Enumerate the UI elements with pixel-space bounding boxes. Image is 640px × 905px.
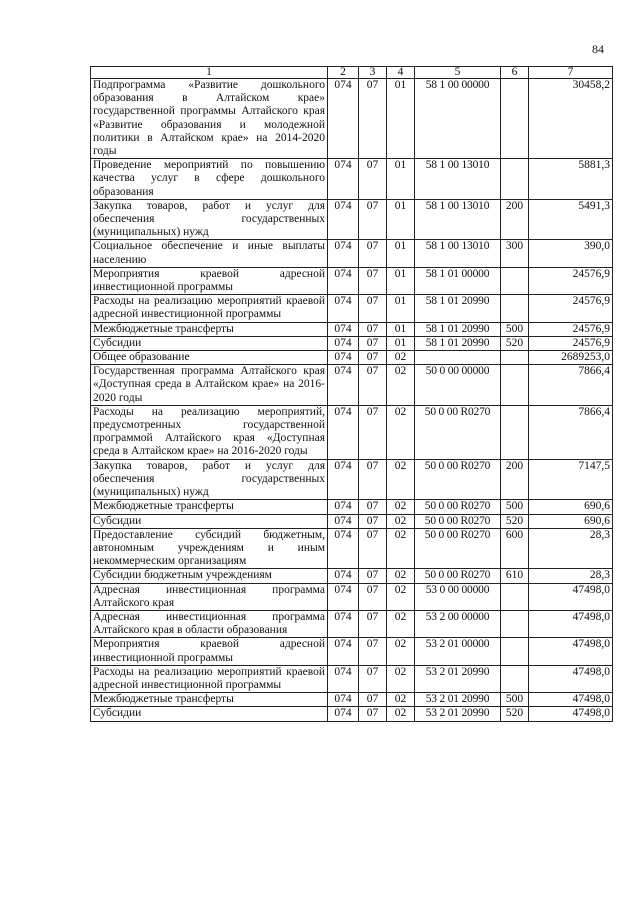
row-expense-type: 500 [501,500,529,514]
row-target-code [415,351,501,365]
row-expense-type [501,267,529,294]
header-cell-subsection: 4 [387,67,415,79]
page-number: 84 [592,42,604,56]
table-row [91,514,613,528]
row-target-code: 50 0 00 R0270 [415,569,501,583]
row-amount: 690,6 [529,500,613,514]
row-section: 07 [359,159,387,200]
row-section: 07 [359,405,387,459]
table-row [91,79,613,159]
row-target-code: 50 0 00 00000 [415,365,501,406]
row-target-code: 53 0 00 00000 [415,583,501,610]
row-name: Субсидии бюджетным учреждениям [91,569,328,583]
row-name: Субсидии [91,707,328,721]
table-row [91,638,613,665]
row-name: Адресная инвестиционная программа Алтайского края [91,583,328,610]
table-row [91,295,613,322]
row-subsection: 02 [387,459,415,500]
row-amount: 24576,9 [529,267,613,294]
row-subsection: 01 [387,79,415,159]
row-ministry: 074 [328,267,359,294]
row-expense-type [501,79,529,159]
row-ministry: 074 [328,569,359,583]
row-target-code: 58 1 01 20990 [415,336,501,350]
row-ministry: 074 [328,365,359,406]
row-section: 07 [359,610,387,637]
row-subsection: 02 [387,665,415,692]
header-cell-ministry: 2 [328,67,359,79]
row-amount: 7866,4 [529,405,613,459]
row-name: Расходы на реализацию мероприятий, предусмотренных государственной программой Алтайского края «Доступная среда в Алтайском крае» на 2016-2020 годы [91,405,328,459]
row-ministry: 074 [328,240,359,267]
row-section: 07 [359,79,387,159]
row-name: Мероприятия краевой адресной инвестиционной программы [91,638,328,665]
row-target-code: 53 2 01 20990 [415,665,501,692]
row-target-code: 50 0 00 R0270 [415,405,501,459]
row-ministry: 074 [328,295,359,322]
row-expense-type: 520 [501,707,529,721]
row-target-code: 53 2 01 20990 [415,693,501,707]
row-ministry: 074 [328,500,359,514]
row-target-code: 50 0 00 R0270 [415,500,501,514]
row-amount: 47498,0 [529,583,613,610]
table-row [91,569,613,583]
row-subsection: 02 [387,514,415,528]
row-expense-type: 500 [501,322,529,336]
row-target-code: 50 0 00 R0270 [415,528,501,569]
row-amount: 47498,0 [529,665,613,692]
header-cell-target: 5 [415,67,501,79]
row-subsection: 02 [387,693,415,707]
row-section: 07 [359,707,387,721]
row-target-code: 58 1 00 13010 [415,199,501,240]
row-expense-type [501,365,529,406]
row-name: Закупка товаров, работ и услуг для обеспечения государственных (муниципальных) нужд [91,459,328,500]
row-section: 07 [359,569,387,583]
table-row [91,459,613,500]
row-amount: 24576,9 [529,295,613,322]
row-amount: 47498,0 [529,638,613,665]
row-name: Государственная программа Алтайского края «Доступная среда в Алтайском крае» на 2016-2020 годы [91,365,328,406]
row-name: Адресная инвестиционная программа Алтайского края в области образования [91,610,328,637]
row-subsection: 01 [387,267,415,294]
row-amount: 7147,5 [529,459,613,500]
row-expense-type: 520 [501,336,529,350]
table-header-row [91,67,613,79]
row-target-code: 50 0 00 R0270 [415,459,501,500]
row-amount: 690,6 [529,514,613,528]
row-subsection: 02 [387,583,415,610]
table-row [91,159,613,200]
row-name: Межбюджетные трансферты [91,693,328,707]
row-ministry: 074 [328,351,359,365]
row-amount: 47498,0 [529,610,613,637]
row-subsection: 02 [387,707,415,721]
row-name: Проведение мероприятий по повышению качества услуг в сфере дошкольного образования [91,159,328,200]
row-subsection: 01 [387,240,415,267]
header-cell-type: 6 [501,67,529,79]
header-cell-section: 3 [359,67,387,79]
row-ministry: 074 [328,459,359,500]
row-expense-type: 600 [501,528,529,569]
table-row [91,583,613,610]
table-row [91,707,613,721]
row-amount: 5491,3 [529,199,613,240]
row-name: Подпрограмма «Развитие дошкольного образования в Алтайском крае» государственной программы Алтайского края «Развитие образования и молодежной политики в Алтайском крае» на 2014-2020 годы [91,79,328,159]
row-target-code: 53 2 00 00000 [415,610,501,637]
row-section: 07 [359,351,387,365]
row-amount: 28,3 [529,569,613,583]
row-section: 07 [359,336,387,350]
row-section: 07 [359,459,387,500]
row-expense-type: 500 [501,693,529,707]
row-expense-type [501,159,529,200]
table-row [91,610,613,637]
row-expense-type [501,638,529,665]
row-section: 07 [359,528,387,569]
row-ministry: 074 [328,336,359,350]
row-expense-type [501,665,529,692]
header-cell-amount: 7 [529,67,613,79]
row-expense-type: 610 [501,569,529,583]
table-row [91,240,613,267]
row-amount: 47498,0 [529,693,613,707]
row-ministry: 074 [328,583,359,610]
row-section: 07 [359,693,387,707]
row-amount: 2689253,0 [529,351,613,365]
row-ministry: 074 [328,638,359,665]
row-section: 07 [359,322,387,336]
row-expense-type [501,295,529,322]
row-subsection: 02 [387,610,415,637]
row-expense-type: 200 [501,199,529,240]
row-name: Субсидии [91,514,328,528]
row-amount: 24576,9 [529,322,613,336]
row-subsection: 02 [387,351,415,365]
row-ministry: 074 [328,405,359,459]
table-row [91,528,613,569]
row-target-code: 58 1 01 00000 [415,267,501,294]
row-subsection: 02 [387,500,415,514]
table-row [91,693,613,707]
header-cell-name: 1 [91,67,328,79]
row-ministry: 074 [328,610,359,637]
row-expense-type [501,351,529,365]
row-subsection: 02 [387,569,415,583]
row-target-code: 58 1 00 00000 [415,79,501,159]
row-section: 07 [359,295,387,322]
row-expense-type [501,610,529,637]
row-name: Межбюджетные трансферты [91,500,328,514]
row-amount: 47498,0 [529,707,613,721]
row-amount: 24576,9 [529,336,613,350]
table-row [91,365,613,406]
row-amount: 30458,2 [529,79,613,159]
row-target-code: 58 1 01 20990 [415,322,501,336]
row-subsection: 01 [387,159,415,200]
row-amount: 28,3 [529,528,613,569]
row-target-code: 50 0 00 R0270 [415,514,501,528]
row-name: Закупка товаров, работ и услуг для обеспечения государственных (муниципальных) нужд [91,199,328,240]
row-subsection: 01 [387,336,415,350]
row-name: Расходы на реализацию мероприятий краевой адресной инвестиционной программы [91,665,328,692]
row-section: 07 [359,638,387,665]
row-ministry: 074 [328,707,359,721]
row-target-code: 53 2 01 00000 [415,638,501,665]
table-row [91,267,613,294]
row-expense-type [501,583,529,610]
row-ministry: 074 [328,514,359,528]
row-subsection: 02 [387,365,415,406]
row-subsection: 02 [387,405,415,459]
row-amount: 7866,4 [529,365,613,406]
table-row [91,405,613,459]
row-subsection: 02 [387,528,415,569]
row-name: Субсидии [91,336,328,350]
table-row [91,336,613,350]
row-ministry: 074 [328,528,359,569]
row-name: Социальное обеспечение и иные выплаты населению [91,240,328,267]
table-row [91,500,613,514]
row-subsection: 02 [387,638,415,665]
row-ministry: 074 [328,322,359,336]
row-ministry: 074 [328,665,359,692]
row-name: Межбюджетные трансферты [91,322,328,336]
row-subsection: 01 [387,322,415,336]
budget-table [90,66,613,722]
row-expense-type [501,405,529,459]
row-expense-type: 300 [501,240,529,267]
row-subsection: 01 [387,295,415,322]
row-section: 07 [359,240,387,267]
row-name: Предоставление субсидий бюджетным, автономным учреждениям и иным некоммерческим организациям [91,528,328,569]
row-section: 07 [359,267,387,294]
row-target-code: 58 1 01 20990 [415,295,501,322]
budget-table-body [91,67,613,722]
row-section: 07 [359,583,387,610]
row-target-code: 58 1 00 13010 [415,159,501,200]
row-ministry: 074 [328,199,359,240]
table-row [91,351,613,365]
row-amount: 390,0 [529,240,613,267]
row-section: 07 [359,199,387,240]
row-target-code: 58 1 00 13010 [415,240,501,267]
row-section: 07 [359,665,387,692]
table-row [91,199,613,240]
row-expense-type: 200 [501,459,529,500]
row-ministry: 074 [328,79,359,159]
row-name: Расходы на реализацию мероприятий краевой адресной инвестиционной программы [91,295,328,322]
row-amount: 5881,3 [529,159,613,200]
row-section: 07 [359,500,387,514]
row-name: Мероприятия краевой адресной инвестиционной программы [91,267,328,294]
row-name: Общее образование [91,351,328,365]
row-section: 07 [359,514,387,528]
row-section: 07 [359,365,387,406]
row-expense-type: 520 [501,514,529,528]
table-row [91,322,613,336]
row-target-code: 53 2 01 20990 [415,707,501,721]
row-ministry: 074 [328,693,359,707]
row-ministry: 074 [328,159,359,200]
table-row [91,665,613,692]
row-subsection: 01 [387,199,415,240]
